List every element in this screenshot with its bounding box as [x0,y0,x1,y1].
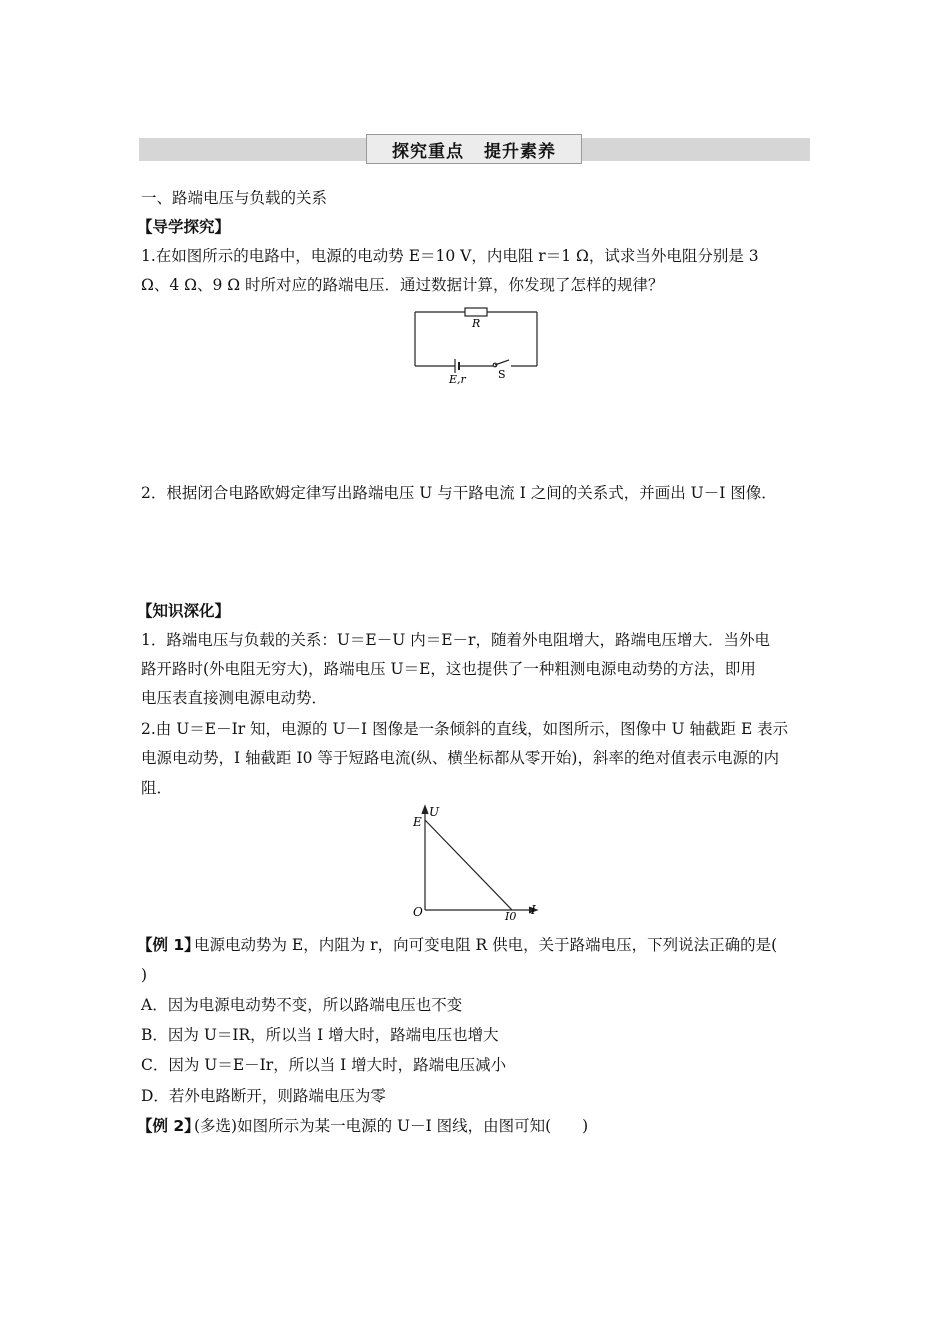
u-i-line [425,820,512,910]
knowledge-p1-line-2: 路开路时(外电阻无穷大)，路端电压 U＝E，这也提供了一种粗测电源电动势的方法，即用 [141,660,756,678]
banner-right-text: 提升素养 [484,141,556,162]
question-1-line-2: Ω、4 Ω、9 Ω 时所对应的路端电压．通过数据计算，你发现了怎样的规律？ [141,276,664,294]
section-banner [366,134,582,164]
section-heading: 一、路端电压与负载的关系 [141,189,328,207]
source-label: E,r [449,373,466,386]
resistor-symbol [465,308,487,316]
question-2: 2．根据闭合电路欧姆定律写出路端电压 U 与干路电流 I 之间的关系式，并画出 U－I 图像． [141,484,777,502]
knowledge-title: 【知识深化】 [137,602,231,620]
knowledge-p2-line-2: 电源电动势，I 轴截距 I0 等于短路电流(纵、横坐标都从零开始)，斜率的绝对值表示电源的内 [141,749,779,767]
example-1-option-a: A．因为电源电动势不变，所以路端电压也不变 [141,996,463,1014]
example-1-stem-line-2: ) [141,966,148,984]
guide-title: 【导学探究】 [137,218,231,236]
y-axis-arrow [422,806,428,814]
example-2-stem: (多选)如图所示为某一电源的 U－I 图线，由图可知( ) [194,1117,589,1135]
example-1-option-c: C．因为 U＝E－Ir，所以当 I 增大时，路端电压减小 [141,1056,507,1074]
knowledge-p2-line-1: 2.由 U＝E－Ir 知，电源的 U－I 图像是一条倾斜的直线，如图所示，图像中 U 轴截距 E 表示 [141,720,789,738]
example-1-label: 【例 1】 [137,936,200,954]
x-axis-label: I [531,903,536,917]
circuit-diagram [405,304,545,388]
example-1-option-b: B．因为 U＝IR，所以当 I 增大时，路端电压也增大 [141,1026,499,1044]
example-2-label: 【例 2】 [137,1117,200,1135]
question-1-line-1: 1.在如图所示的电路中，电源的电动势 E＝10 V，内电阻 r＝1 Ω，试求当外电阻分别是 3 [141,247,759,265]
switch-blade [495,360,509,365]
u-i-graph [405,800,555,925]
x-intercept-label: I0 [505,910,517,923]
switch-label: S [498,368,506,381]
origin-label: O [413,905,423,919]
example-1-option-d: D．若外电路断开，则路端电压为零 [141,1087,386,1105]
resistor-label: R [472,317,481,330]
knowledge-p2-line-3: 阻． [141,779,173,797]
banner-left-text: 探究重点 [392,141,464,162]
y-axis-label: U [429,805,440,819]
knowledge-p1-line-3: 电压表直接测电源电动势． [141,689,328,707]
example-1-stem-line-1: 电源电动势为 E，内阻为 r，向可变电阻 R 供电，关于路端电压，下列说法正确的是( [194,936,778,954]
y-intercept-label: E [413,815,422,829]
knowledge-p1-line-1: 1．路端电压与负载的关系：U＝E－U 内＝E－r，随着外电阻增大，路端电压增大．当外电 [141,631,770,649]
